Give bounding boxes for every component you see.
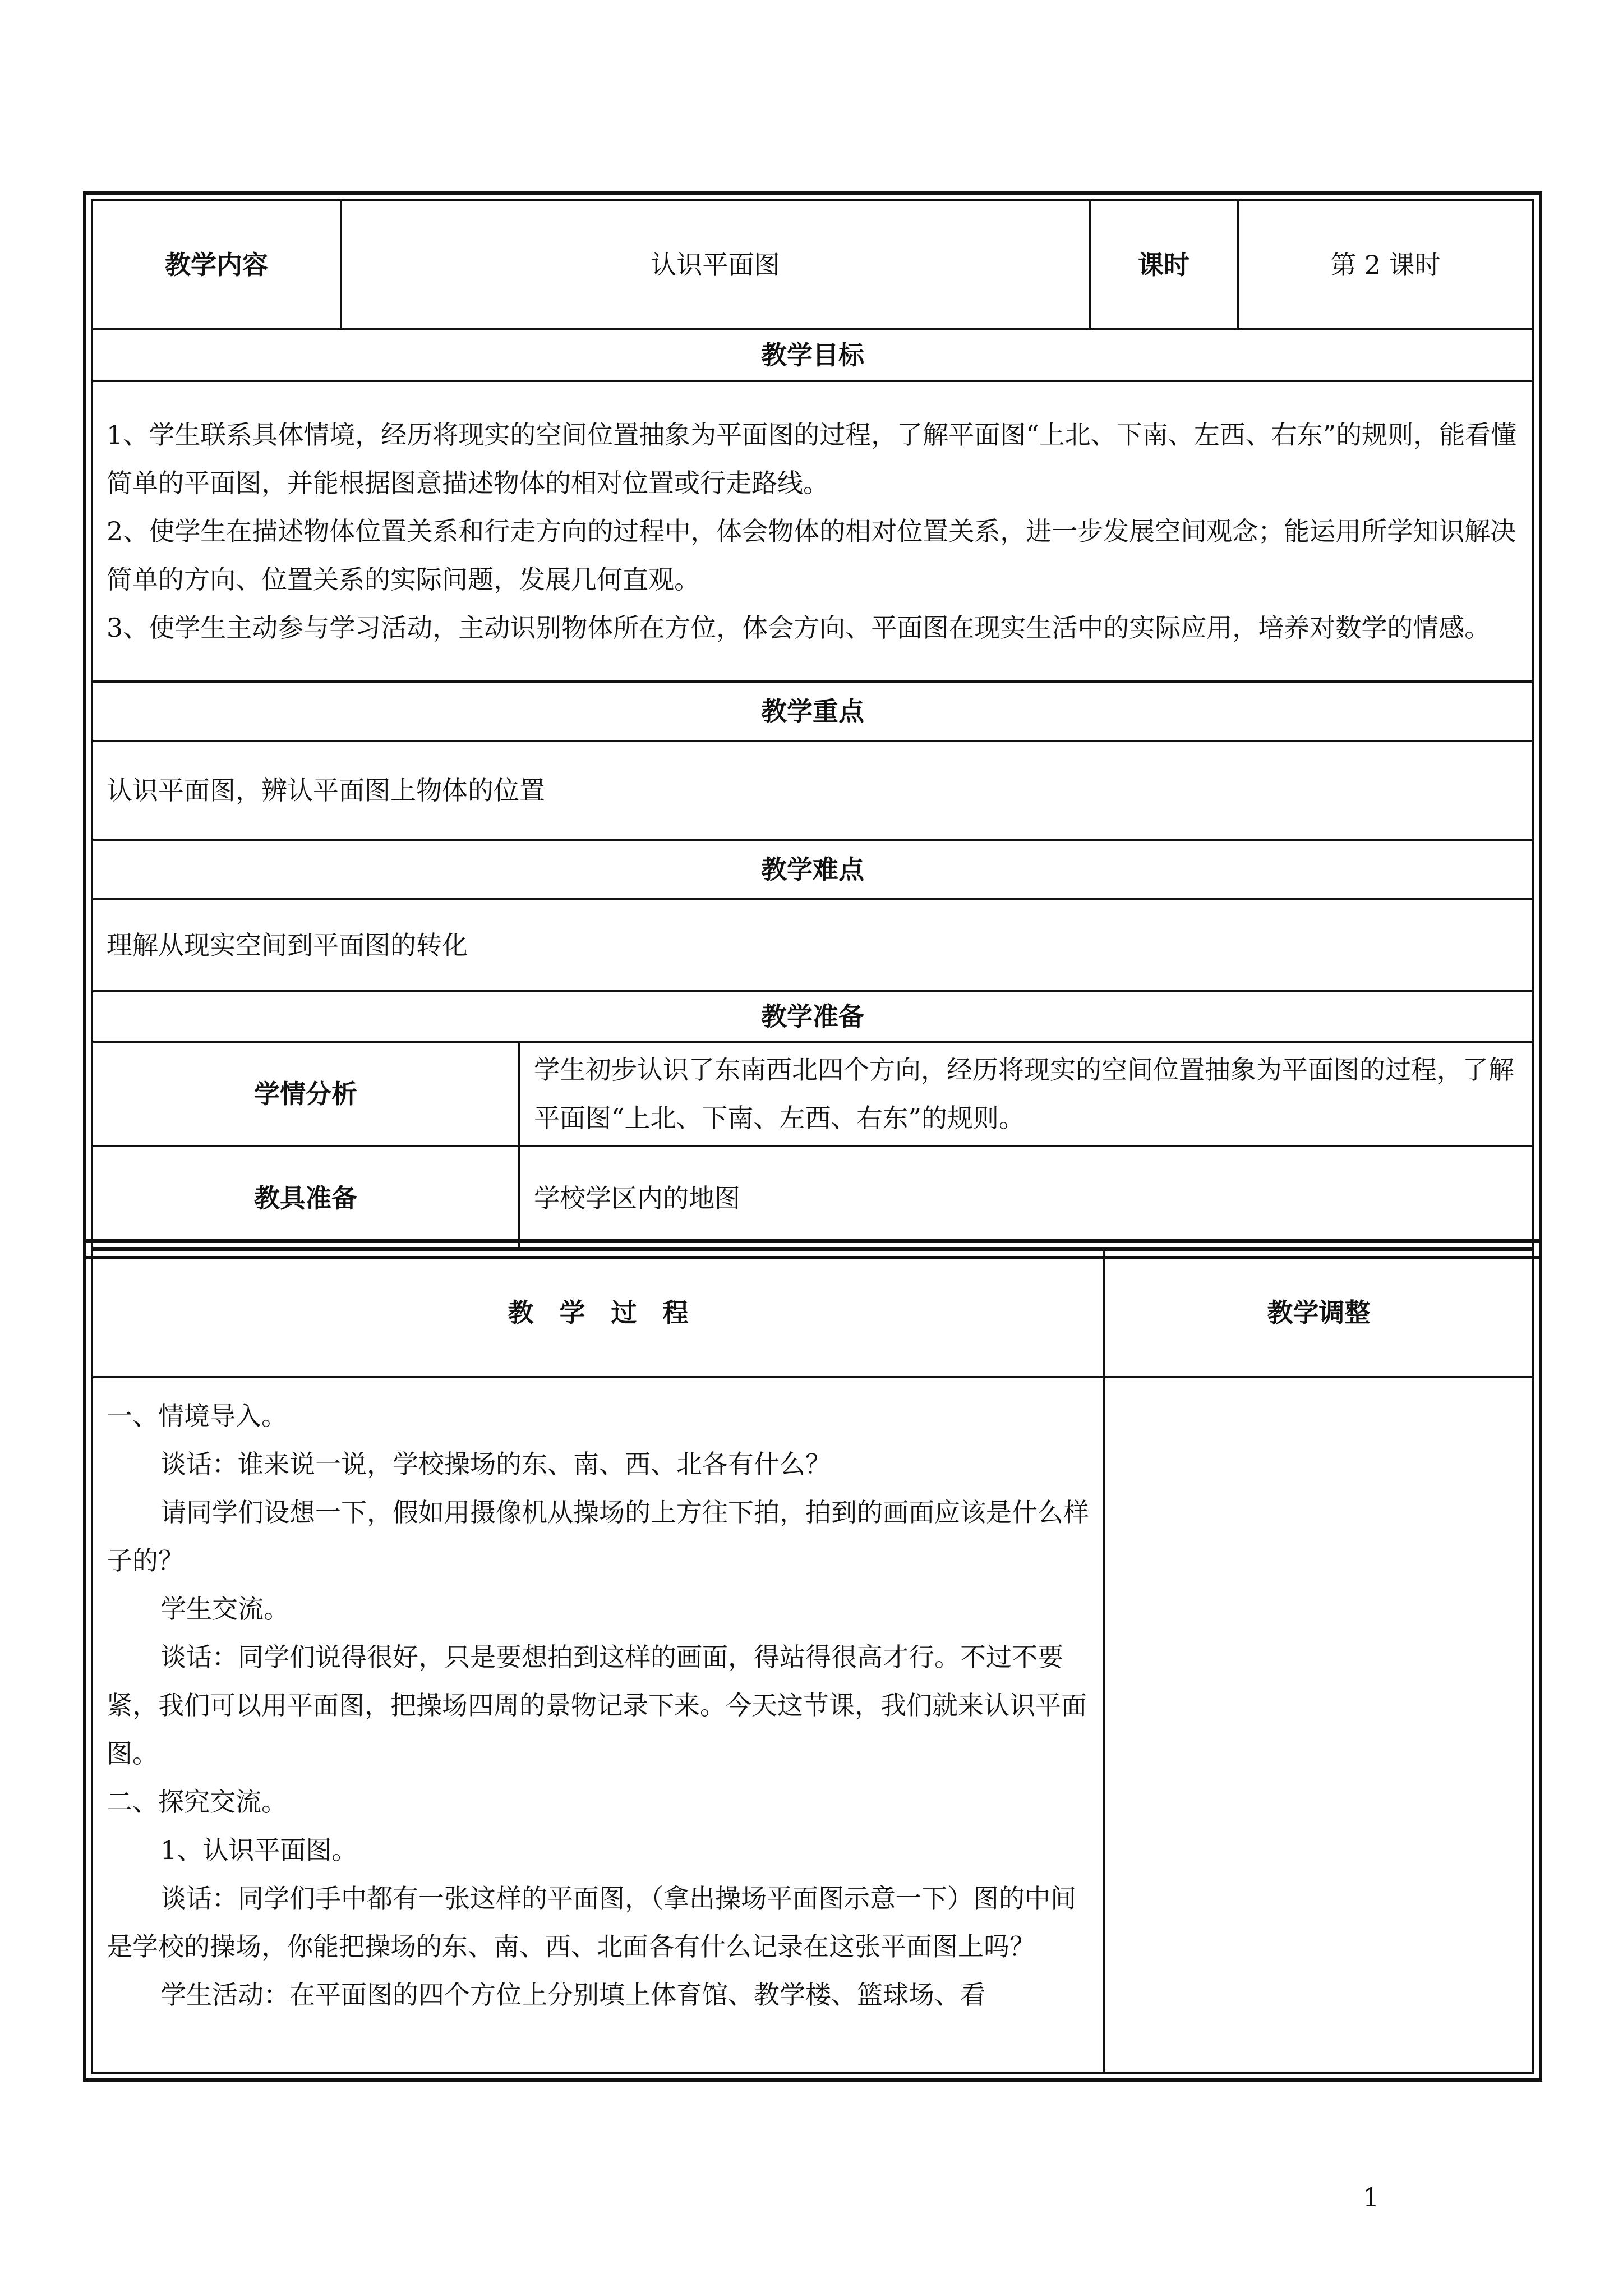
goal-item: 3、使学生主动参与学习活动，主动识别物体所在方位，体会方向、平面图在现实生活中的实际应用，培养对数学的情感。 [107, 613, 1491, 643]
tools-label: 教具准备 [92, 1146, 519, 1250]
tools-text: 学校学区内的地图 [519, 1146, 1533, 1250]
period-value: 第 2 课时 [1238, 200, 1533, 329]
preparation-title: 教学准备 [92, 991, 1533, 1042]
period-label: 课时 [1090, 200, 1238, 329]
goal-item: 2、使学生在描述物体位置关系和行走方向的过程中，体会物体的相对位置关系，进一步发展空间观念；能运用所学知识解决简单的方向、位置关系的实际问题，发展几何直观。 [107, 516, 1516, 595]
process-line: 二、探究交流。 [107, 1787, 287, 1817]
key-point-text: 认识平面图，辨认平面图上物体的位置 [92, 741, 1533, 840]
content-value: 认识平面图 [341, 200, 1090, 329]
difficulty-text: 理解从现实空间到平面图的转化 [92, 899, 1533, 991]
key-point-title: 教学重点 [92, 682, 1533, 741]
analysis-text: 学生初步认识了东南西北四个方向，经历将现实的空间位置抽象为平面图的过程，了解平面图“上北、下南、左西、右东”的规则。 [519, 1042, 1533, 1146]
process-line: 谈话：同学们手中都有一张这样的平面图，（拿出操场平面图示意一下）图的中间是学校的操场，你能把操场的东、南、西、北面各有什么记录在这张平面图上吗？ [107, 1883, 1076, 1962]
process-line: 学生活动：在平面图的四个方位上分别填上体育馆、教学楼、篮球场、看 [160, 1980, 986, 2010]
goals-body [92, 381, 1533, 682]
process-line: 请同学们设想一下，假如用摄像机从操场的上方往下拍，拍到的画面应该是什么样子的？ [107, 1497, 1089, 1576]
content-label: 教学内容 [92, 200, 341, 329]
process-line: 谈话：同学们说得很好，只是要想拍到这样的画面，得站得很高才行。不过不要紧，我们可以用平面图，把操场四周的景物记录下来。今天这节课，我们就来认识平面图。 [107, 1642, 1087, 1769]
process-line: 学生交流。 [160, 1594, 289, 1624]
process-line: 谈话：谁来说一说，学校操场的东、南、西、北各有什么？ [160, 1449, 831, 1479]
teaching-process-table [91, 1247, 1534, 2074]
process-title: 教 学 过 程 [92, 1248, 1104, 1377]
page-number: 1 [1363, 2182, 1380, 2212]
process-body [92, 1377, 1104, 2073]
lesson-info-table [91, 199, 1534, 1251]
adjust-body [1104, 1377, 1533, 2073]
process-line: 1、认识平面图。 [160, 1835, 358, 1865]
goals-title: 教学目标 [92, 329, 1533, 381]
process-line: 一、情境导入。 [107, 1401, 287, 1431]
goal-item: 1、学生联系具体情境，经历将现实的空间位置抽象为平面图的过程，了解平面图“上北、下南、左西、右东”的规则，能看懂简单的平面图，并能根据图意描述物体的相对位置或行走路线。 [107, 420, 1517, 498]
adjust-title: 教学调整 [1104, 1248, 1533, 1377]
analysis-label: 学情分析 [92, 1042, 519, 1146]
difficulty-title: 教学难点 [92, 840, 1533, 899]
